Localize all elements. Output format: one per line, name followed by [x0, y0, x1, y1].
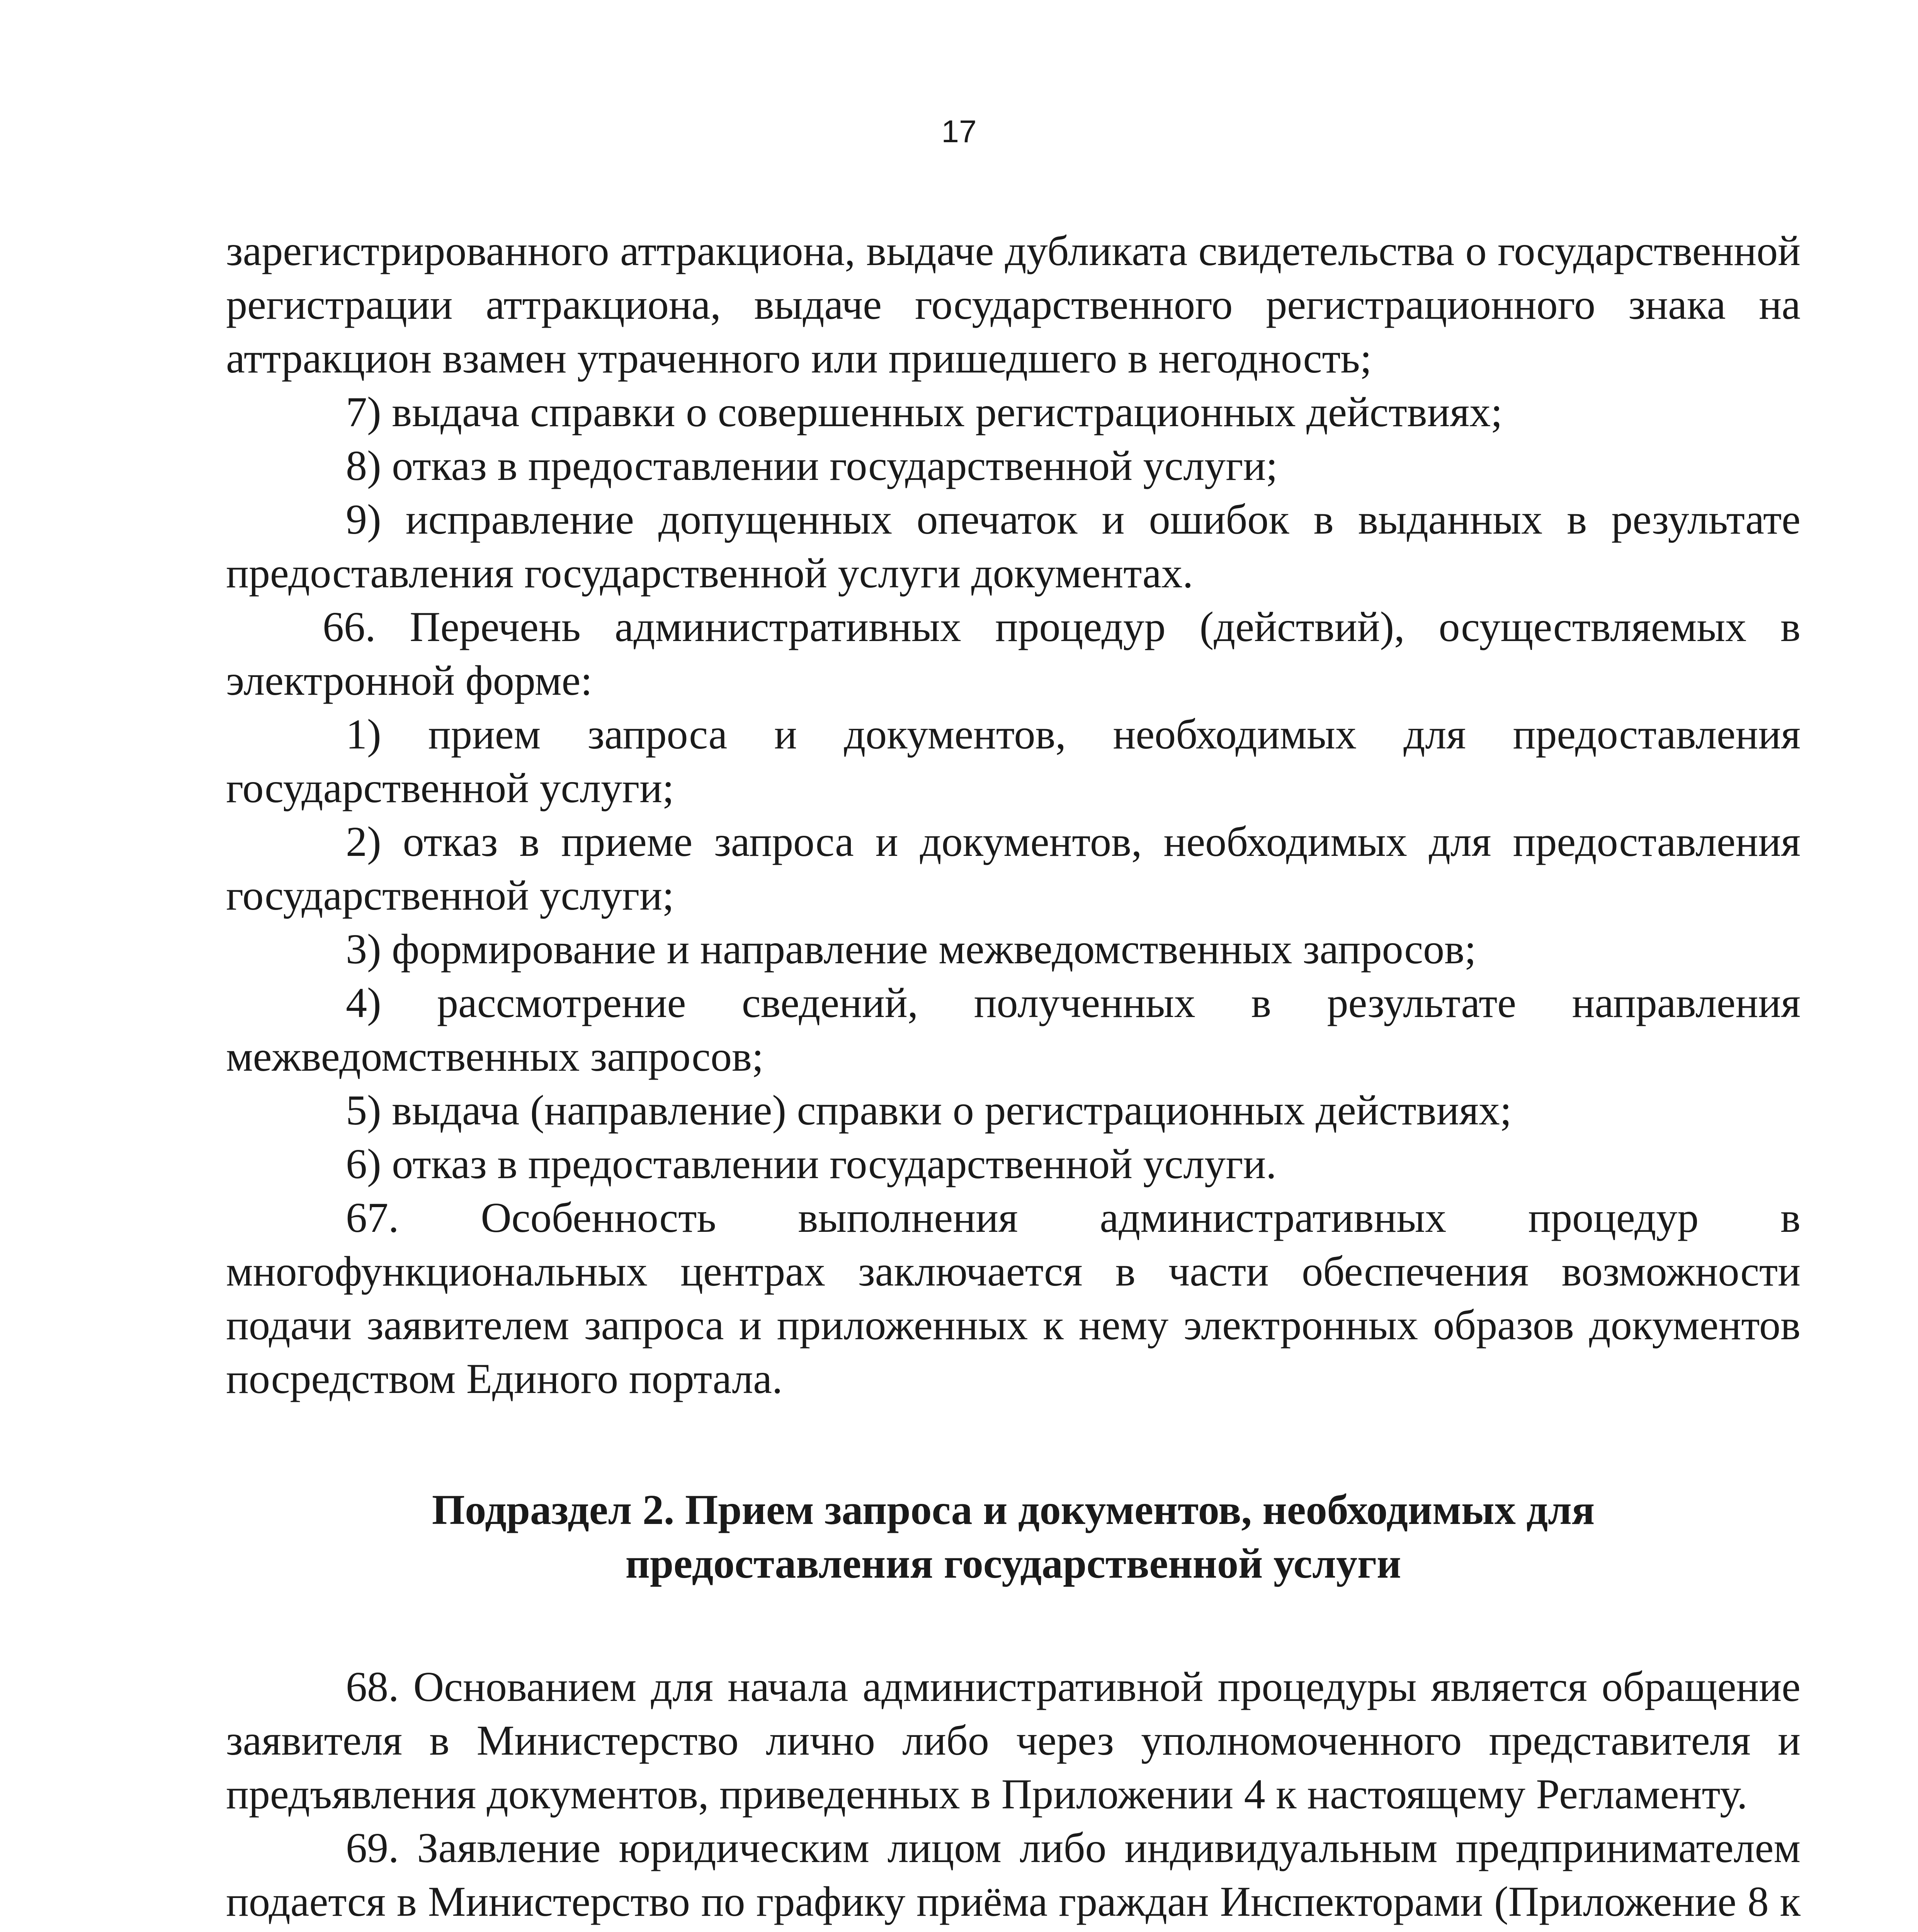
paragraph-69: 69. Заявление юридическим лицом либо индивидуальным предпринимателем подается в Министерство по графику приёма граждан Инспекторами (Приложение 8 к: [226, 1824, 1801, 1925]
list-item-66-2: 2) отказ в приеме запроса и документов, необходимых для предоставления государственной услуги;: [226, 818, 1801, 919]
spacer: [226, 1406, 1801, 1483]
list-item-8: 8) отказ в предоставлении государственной услуги;: [346, 442, 1278, 489]
list-item-66-3: 3) формирование и направление межведомственных запросов;: [346, 925, 1476, 973]
list-item-9: 9) исправление допущенных опечаток и ошибок в выданных в результате предоставления государственной услуги документах.: [226, 496, 1801, 597]
list-item-66-4: 4) рассмотрение сведений, полученных в результате направления межведомственных запросов;: [226, 979, 1801, 1080]
spacer: [226, 1590, 1801, 1660]
paragraph-continuation: зарегистрированного аттракциона, выдаче дубликата свидетельства о государственной регистрации аттракциона, выдаче государственного регистрационного знака на аттракцион взамен утраченного или пришедшего в негодность;: [226, 227, 1801, 382]
subsection-heading-line-1: Подраздел 2. Прием запроса и документов, необходимых для: [432, 1486, 1595, 1533]
paragraph-68: 68. Основанием для начала административной процедуры является обращение заявителя в Министерство лично либо через уполномоченного представителя и предъявления документов, приведенных в Приложении 4 к настоящему Регламенту.: [226, 1663, 1801, 1818]
list-item-66-1: 1) прием запроса и документов, необходимых для предоставления государственной услуги;: [226, 711, 1801, 811]
document-body: [226, 224, 1801, 1932]
list-item-66-6: 6) отказ в предоставлении государственной услуги.: [346, 1140, 1277, 1187]
list-item-66-5: 5) выдача (направление) справки о регистрационных действиях;: [346, 1087, 1512, 1134]
subsection-heading-line-2: предоставления государственной услуги: [625, 1540, 1401, 1587]
paragraph-67: 67. Особенность выполнения административных процедур в многофункциональных центрах заключается в части обеспечения возможности подачи заявителем запроса и приложенных к нему электронных образов документов посредством Единого портала.: [226, 1194, 1801, 1402]
page-number: 17: [941, 114, 977, 149]
list-item-7: 7) выдача справки о совершенных регистрационных действиях;: [346, 388, 1503, 435]
paragraph-66: 66. Перечень административных процедур (действий), осуществляемых в электронной форме:: [226, 603, 1801, 704]
